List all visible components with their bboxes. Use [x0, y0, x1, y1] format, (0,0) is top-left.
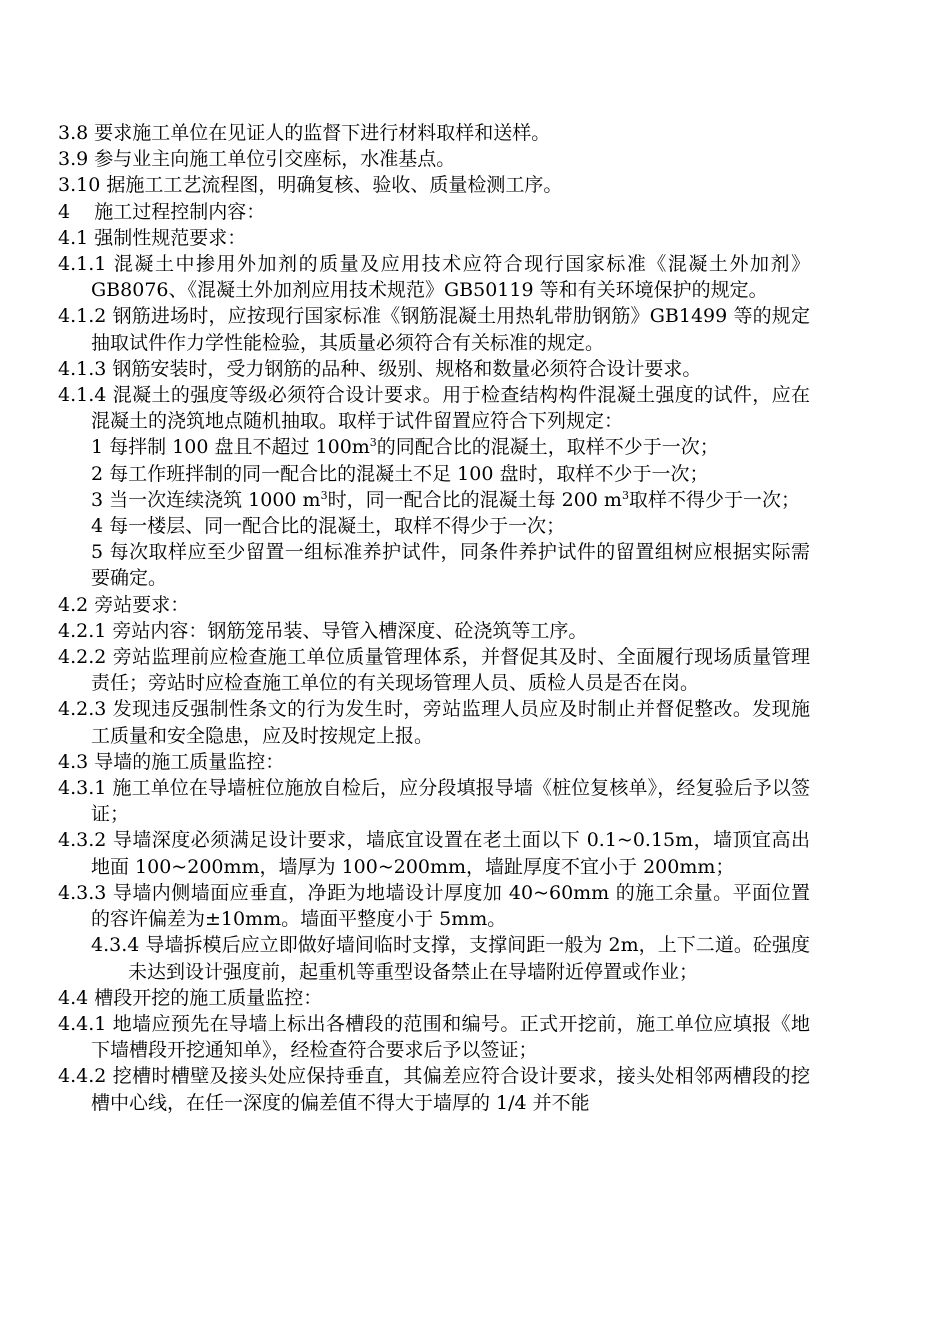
section-heading-4: 4 施工过程控制内容： — [58, 200, 266, 223]
paragraph-4-3-2: 4.3.2 导墙深度必须满足设计要求，墙底宜设置在老土面以下 0.1~0.15m，墙顶宜高出地面 100~200mm，墙厚为 100~200mm，墙趾厚度不宜小于 200mm； — [58, 829, 810, 878]
paragraph-4-2-1: 4.2.1 旁站内容：钢筋笼吊装、导管入槽深度、砼浇筑等工序。 — [58, 619, 588, 642]
paragraph-3-8: 3.8 要求施工单位在见证人的监督下进行材料取样和送样。 — [58, 122, 551, 144]
document-body — [58, 120, 810, 1116]
paragraph-4-3-4: 4.3.4 导墙拆模后应立即做好墙间临时支撑，支撑间距一般为 2m，上下二道。砼强度未达到设计强度前，起重机等重型设备禁止在导墙附近停置或作业； — [91, 934, 810, 983]
section-heading-4-1: 4.1 强制性规范要求： — [58, 226, 247, 249]
sample-rule-5: 5 每次取样应至少留置一组标准养护试件，同条件养护试件的留置组树应根据实际需要确定。 — [91, 541, 810, 590]
section-heading-4-3: 4.3 导墙的施工质量监控： — [58, 750, 285, 773]
paragraph-4-4-1: 4.4.1 地墙应预先在导墙上标出各槽段的范围和编号。正式开挖前，施工单位应填报《地下墙槽段开挖通知单》，经检查符合要求后予以签证； — [58, 1012, 810, 1062]
section-heading-4-4: 4.4 槽段开挖的施工质量监控： — [58, 986, 323, 1009]
sample-rule-2: 2 每工作班拌制的同一配合比的混凝土不足 100 盘时，取样不少于一次； — [91, 462, 709, 485]
paragraph-4-2-2: 4.2.2 旁站监理前应检查施工单位质量管理体系，并督促其及时、全面履行现场质量管理责任；旁站时应检查施工单位的有关现场管理人员、质检人员是否在岗。 — [58, 646, 810, 695]
paragraph-4-1-1: 4.1.1 混凝土中掺用外加剂的质量及应用技术应符合现行国家标准《混凝土外加剂》GB8076、《混凝土外加剂应用技术规范》GB50119 等和有关环境保护的规定。 — [58, 253, 810, 302]
paragraph-4-3-3: 4.3.3 导墙内侧墙面应垂直，净距为地墙设计厚度加 40~60mm 的施工余量。平面位置的容许偏差为±10mm。墙面平整度小于 5mm。 — [58, 881, 810, 931]
section-heading-4-2: 4.2 旁站要求： — [58, 593, 190, 616]
sample-rule-4: 4 每一楼层、同一配合比的混凝土，取样不得少于一次； — [91, 515, 566, 538]
sample-rule-3: 3 当一次连续浇筑 1000 $m^3$时，同一配合比的混凝土每 200 $m^3$取样不得少于一次； — [91, 488, 800, 511]
paragraph-4-1-3: 4.1.3 钢筋安装时，受力钢筋的品种、级别、规格和数量必须符合设计要求。 — [58, 357, 702, 380]
sample-rule-1: 1 每拌制 100 盘且不超过 $100m^3$的同配合比的混凝土，取样不少于一次； — [91, 436, 719, 459]
paragraph-4-4-2: 4.4.2 挖槽时槽壁及接头处应保持垂直，其偏差应符合设计要求，接头处相邻两槽段的挖槽中心线，在任一深度的偏差值不得大于墙厚的 1/4 并不能 — [58, 1065, 810, 1114]
paragraph-3-9: 3.9 参与业主向施工单位引交座标，水准基点。 — [58, 148, 456, 171]
paragraph-4-1-2: 4.1.2 钢筋进场时，应按现行国家标准《钢筋混凝土用热轧带肋钢筋》GB1499 等的规定抽取试件作力学性能检验，其质量必须符合有关标准的规定。 — [58, 305, 810, 354]
paragraph-4-1-4: 4.1.4 混凝土的强度等级必须符合设计要求。用于检查结构构件混凝土强度的试件，应在混凝土的浇筑地点随机抽取。取样于试件留置应符合下列规定： — [58, 384, 810, 433]
paragraph-4-2-3: 4.2.3 发现违反强制性条文的行为发生时，旁站监理人员应及时制止并督促整改。发现施工质量和安全隐患，应及时按规定上报。 — [58, 698, 810, 747]
paragraph-3-10: 3.10 据施工工艺流程图，明确复核、验收、质量检测工序。 — [58, 174, 563, 197]
paragraph-4-3-1: 4.3.1 施工单位在导墙桩位施放自检后，应分段填报导墙《桩位复核单》，经复验后予以签证； — [58, 777, 810, 826]
